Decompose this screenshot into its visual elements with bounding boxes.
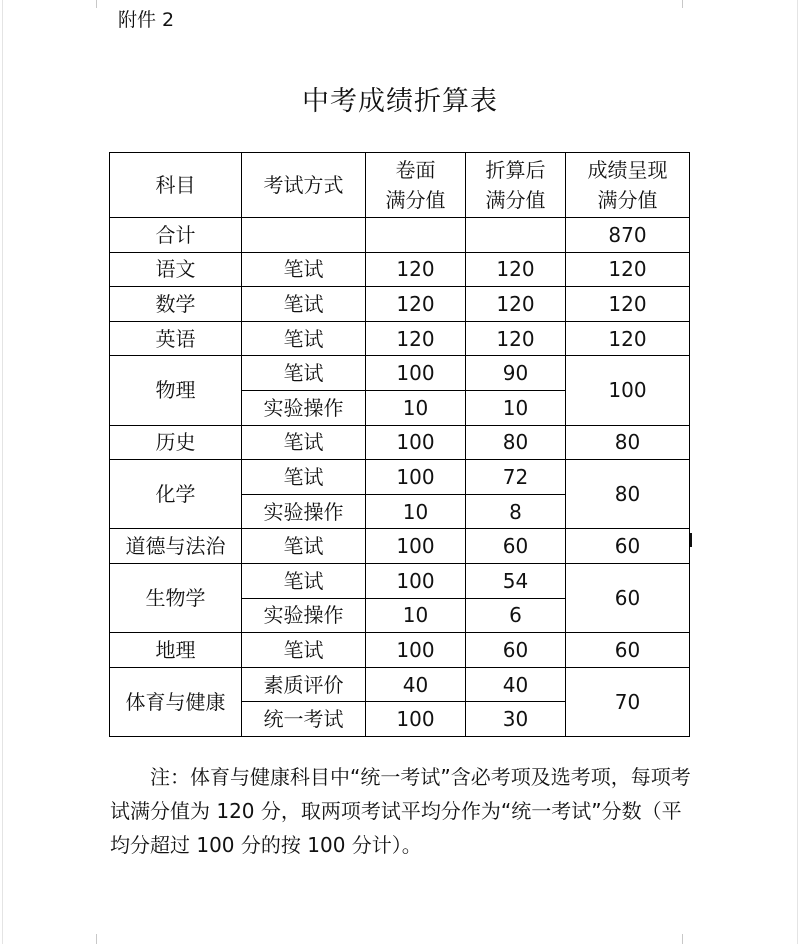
cell-paper[interactable]: 10	[366, 390, 466, 425]
text-cursor	[690, 533, 692, 547]
table-row-morality-law	[110, 529, 690, 564]
cell-paper[interactable]: 100	[366, 702, 466, 737]
cell-converted[interactable]: 8	[466, 494, 566, 529]
cell-method[interactable]: 笔试	[242, 633, 366, 668]
cell-method[interactable]: 统一考试	[242, 702, 366, 737]
cell-shown[interactable]: 100	[566, 356, 690, 425]
cell-converted[interactable]: 120	[466, 252, 566, 287]
corner-mark-bottom-left	[96, 934, 97, 944]
cell-shown[interactable]: 120	[566, 252, 690, 287]
page-edge-right	[797, 0, 798, 944]
cell-paper[interactable]: 10	[366, 494, 466, 529]
cell-converted[interactable]: 80	[466, 425, 566, 460]
cell-method[interactable]: 笔试	[242, 252, 366, 287]
cell-subject[interactable]: 化学	[110, 460, 242, 529]
header-shown-full-score[interactable]: 成绩呈现 满分值	[566, 153, 690, 218]
table-row-geography	[110, 633, 690, 668]
cell-paper[interactable]: 100	[366, 529, 466, 564]
cell-paper[interactable]: 100	[366, 563, 466, 598]
corner-mark-top-right	[682, 0, 683, 8]
table-row-physics-written	[110, 356, 690, 391]
cell-converted[interactable]: 72	[466, 460, 566, 495]
cell-method[interactable]: 笔试	[242, 425, 366, 460]
cell-converted[interactable]: 54	[466, 563, 566, 598]
cell-method[interactable]: 素质评价	[242, 667, 366, 702]
corner-mark-bottom-right	[682, 934, 683, 944]
page-edge-left	[2, 0, 3, 944]
corner-mark-top-left	[96, 0, 97, 8]
header-paper-full-score[interactable]: 卷面 满分值	[366, 153, 466, 218]
cell-subject[interactable]: 生物学	[110, 563, 242, 632]
header-exam-method[interactable]: 考试方式	[242, 153, 366, 218]
cell-paper[interactable]: 40	[366, 667, 466, 702]
cell-converted-empty[interactable]	[466, 218, 566, 253]
cell-converted[interactable]: 60	[466, 529, 566, 564]
cell-paper[interactable]: 100	[366, 460, 466, 495]
table-row-total	[110, 218, 690, 253]
cell-converted[interactable]: 10	[466, 390, 566, 425]
cell-paper[interactable]: 120	[366, 287, 466, 322]
cell-method[interactable]: 实验操作	[242, 494, 366, 529]
cell-subject[interactable]: 历史	[110, 425, 242, 460]
cell-method[interactable]: 笔试	[242, 529, 366, 564]
table-row-history	[110, 425, 690, 460]
cell-paper[interactable]: 120	[366, 321, 466, 356]
table-row-biology-written	[110, 563, 690, 598]
cell-method[interactable]: 笔试	[242, 321, 366, 356]
cell-subject[interactable]: 体育与健康	[110, 667, 242, 736]
table-row-chemistry-written	[110, 460, 690, 495]
cell-paper[interactable]: 100	[366, 633, 466, 668]
document-title[interactable]: 中考成绩折算表	[302, 86, 498, 117]
cell-method[interactable]: 笔试	[242, 460, 366, 495]
cell-subject[interactable]: 道德与法治	[110, 529, 242, 564]
cell-subject[interactable]: 数学	[110, 287, 242, 322]
table-row-chinese	[110, 252, 690, 287]
cell-method[interactable]: 实验操作	[242, 598, 366, 633]
cell-converted[interactable]: 30	[466, 702, 566, 737]
cell-method[interactable]: 笔试	[242, 287, 366, 322]
header-converted-full-score[interactable]: 折算后 满分值	[466, 153, 566, 218]
header-subject[interactable]: 科目	[110, 153, 242, 218]
cell-paper[interactable]: 10	[366, 598, 466, 633]
cell-subject[interactable]: 英语	[110, 321, 242, 356]
cell-shown[interactable]: 70	[566, 667, 690, 736]
cell-shown[interactable]: 120	[566, 287, 690, 322]
footnote[interactable]	[110, 760, 695, 862]
cell-paper[interactable]: 120	[366, 252, 466, 287]
cell-shown[interactable]: 870	[566, 218, 690, 253]
cell-subject[interactable]: 物理	[110, 356, 242, 425]
cell-method-empty[interactable]	[242, 218, 366, 253]
attachment-label[interactable]: 附件 2	[118, 9, 175, 31]
cell-converted[interactable]: 40	[466, 667, 566, 702]
cell-subject[interactable]: 地理	[110, 633, 242, 668]
table-row-pe-quality	[110, 667, 690, 702]
score-conversion-table	[109, 152, 690, 737]
header-row	[110, 153, 690, 218]
cell-shown[interactable]: 120	[566, 321, 690, 356]
cell-subject[interactable]: 合计	[110, 218, 242, 253]
cell-shown[interactable]: 60	[566, 563, 690, 632]
cell-converted[interactable]: 60	[466, 633, 566, 668]
cell-method[interactable]: 实验操作	[242, 390, 366, 425]
cell-paper-empty[interactable]	[366, 218, 466, 253]
cell-converted[interactable]: 6	[466, 598, 566, 633]
cell-method[interactable]: 笔试	[242, 356, 366, 391]
cell-converted[interactable]: 120	[466, 287, 566, 322]
table-row-math	[110, 287, 690, 322]
cell-method[interactable]: 笔试	[242, 563, 366, 598]
cell-subject[interactable]: 语文	[110, 252, 242, 287]
table-row-english	[110, 321, 690, 356]
cell-shown[interactable]: 60	[566, 529, 690, 564]
cell-paper[interactable]: 100	[366, 425, 466, 460]
cell-shown[interactable]: 60	[566, 633, 690, 668]
footnote-text: 注：体育与健康科目中“统一考试”含必考项及选考项，每项考试满分值为 120 分，取两项考试平均分作为“统一考试”分数（平均分超过 100 分的按 100 分计）。	[110, 765, 691, 857]
cell-converted[interactable]: 90	[466, 356, 566, 391]
cell-paper[interactable]: 100	[366, 356, 466, 391]
cell-converted[interactable]: 120	[466, 321, 566, 356]
cell-shown[interactable]: 80	[566, 460, 690, 529]
cell-shown[interactable]: 80	[566, 425, 690, 460]
